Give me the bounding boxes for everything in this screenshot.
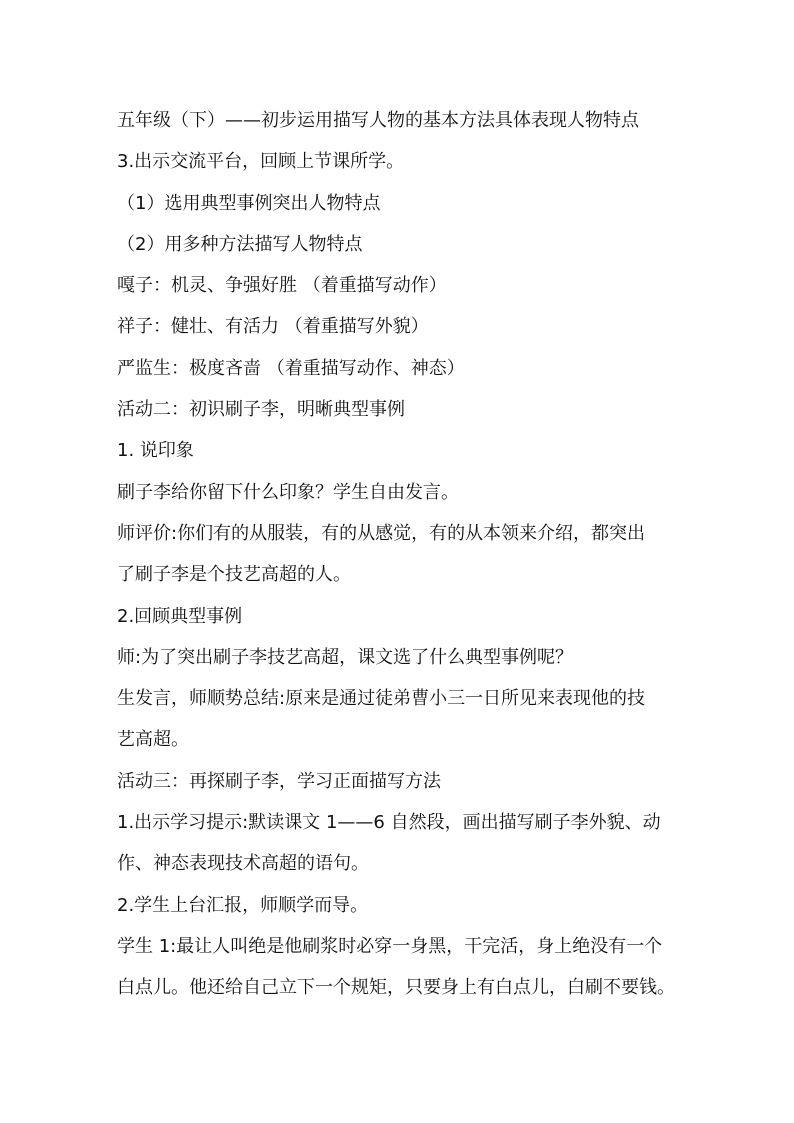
text-line-16: 艺高超。 (117, 729, 189, 751)
text-line-18: 1.出示学习提示:默读课文 1——6 自然段，画出描写刷子李外貌、动 (117, 812, 661, 834)
text-line-21: 学生 1:最让人叫绝是他刷浆时必穿一身黑，干完活，身上绝没有一个 (117, 935, 663, 957)
text-line-19: 作、神态表现技术高超的语句。 (117, 853, 369, 875)
text-line-13: 2.回顾典型事例 (117, 605, 243, 627)
text-line-22: 白点儿。他还给自己立下一个规矩，只要身上有白点儿，白刷不要钱。 (117, 977, 675, 999)
text-line-7: 严监生：极度吝啬 （着重描写动作、神态） (117, 357, 465, 379)
text-line-12: 了刷子李是个技艺高超的人。 (117, 564, 351, 586)
document-body (117, 100, 687, 1009)
text-line-8: 活动二：初识刷子李，明晰典型事例 (117, 399, 405, 421)
text-line-3: （1）选用典型事例突出人物特点 (117, 192, 381, 214)
text-line-20: 2.学生上台汇报，师顺学而导。 (117, 894, 369, 916)
text-line-15: 生发言，师顺势总结:原来是通过徒弟曹小三一日所见来表现他的技 (117, 688, 646, 710)
text-line-1: 五年级（下）——初步运用描写人物的基本方法具体表现人物特点 (117, 110, 639, 131)
text-line-6: 祥子：健壮、有活力 （着重描写外貌） (117, 316, 429, 338)
text-line-4: （2）用多种方法描写人物特点 (117, 233, 363, 255)
text-line-14: 师:为了突出刷子李技艺高超，课文选了什么典型事例呢？ (117, 646, 574, 668)
text-line-2: 3.出示交流平台，回顾上节课所学。 (117, 151, 405, 173)
text-line-11: 师评价:你们有的从服装，有的从感觉，有的从本领来介绍，都突出 (117, 522, 646, 544)
text-line-5: 嘎子：机灵、争强好胜 （着重描写动作） (117, 275, 447, 297)
text-line-17: 活动三：再探刷子李，学习正面描写方法 (117, 770, 441, 792)
text-line-10: 刷子李给你留下什么印象？学生自由发言。 (117, 481, 459, 503)
text-line-9: 1. 说印象 (117, 440, 194, 462)
